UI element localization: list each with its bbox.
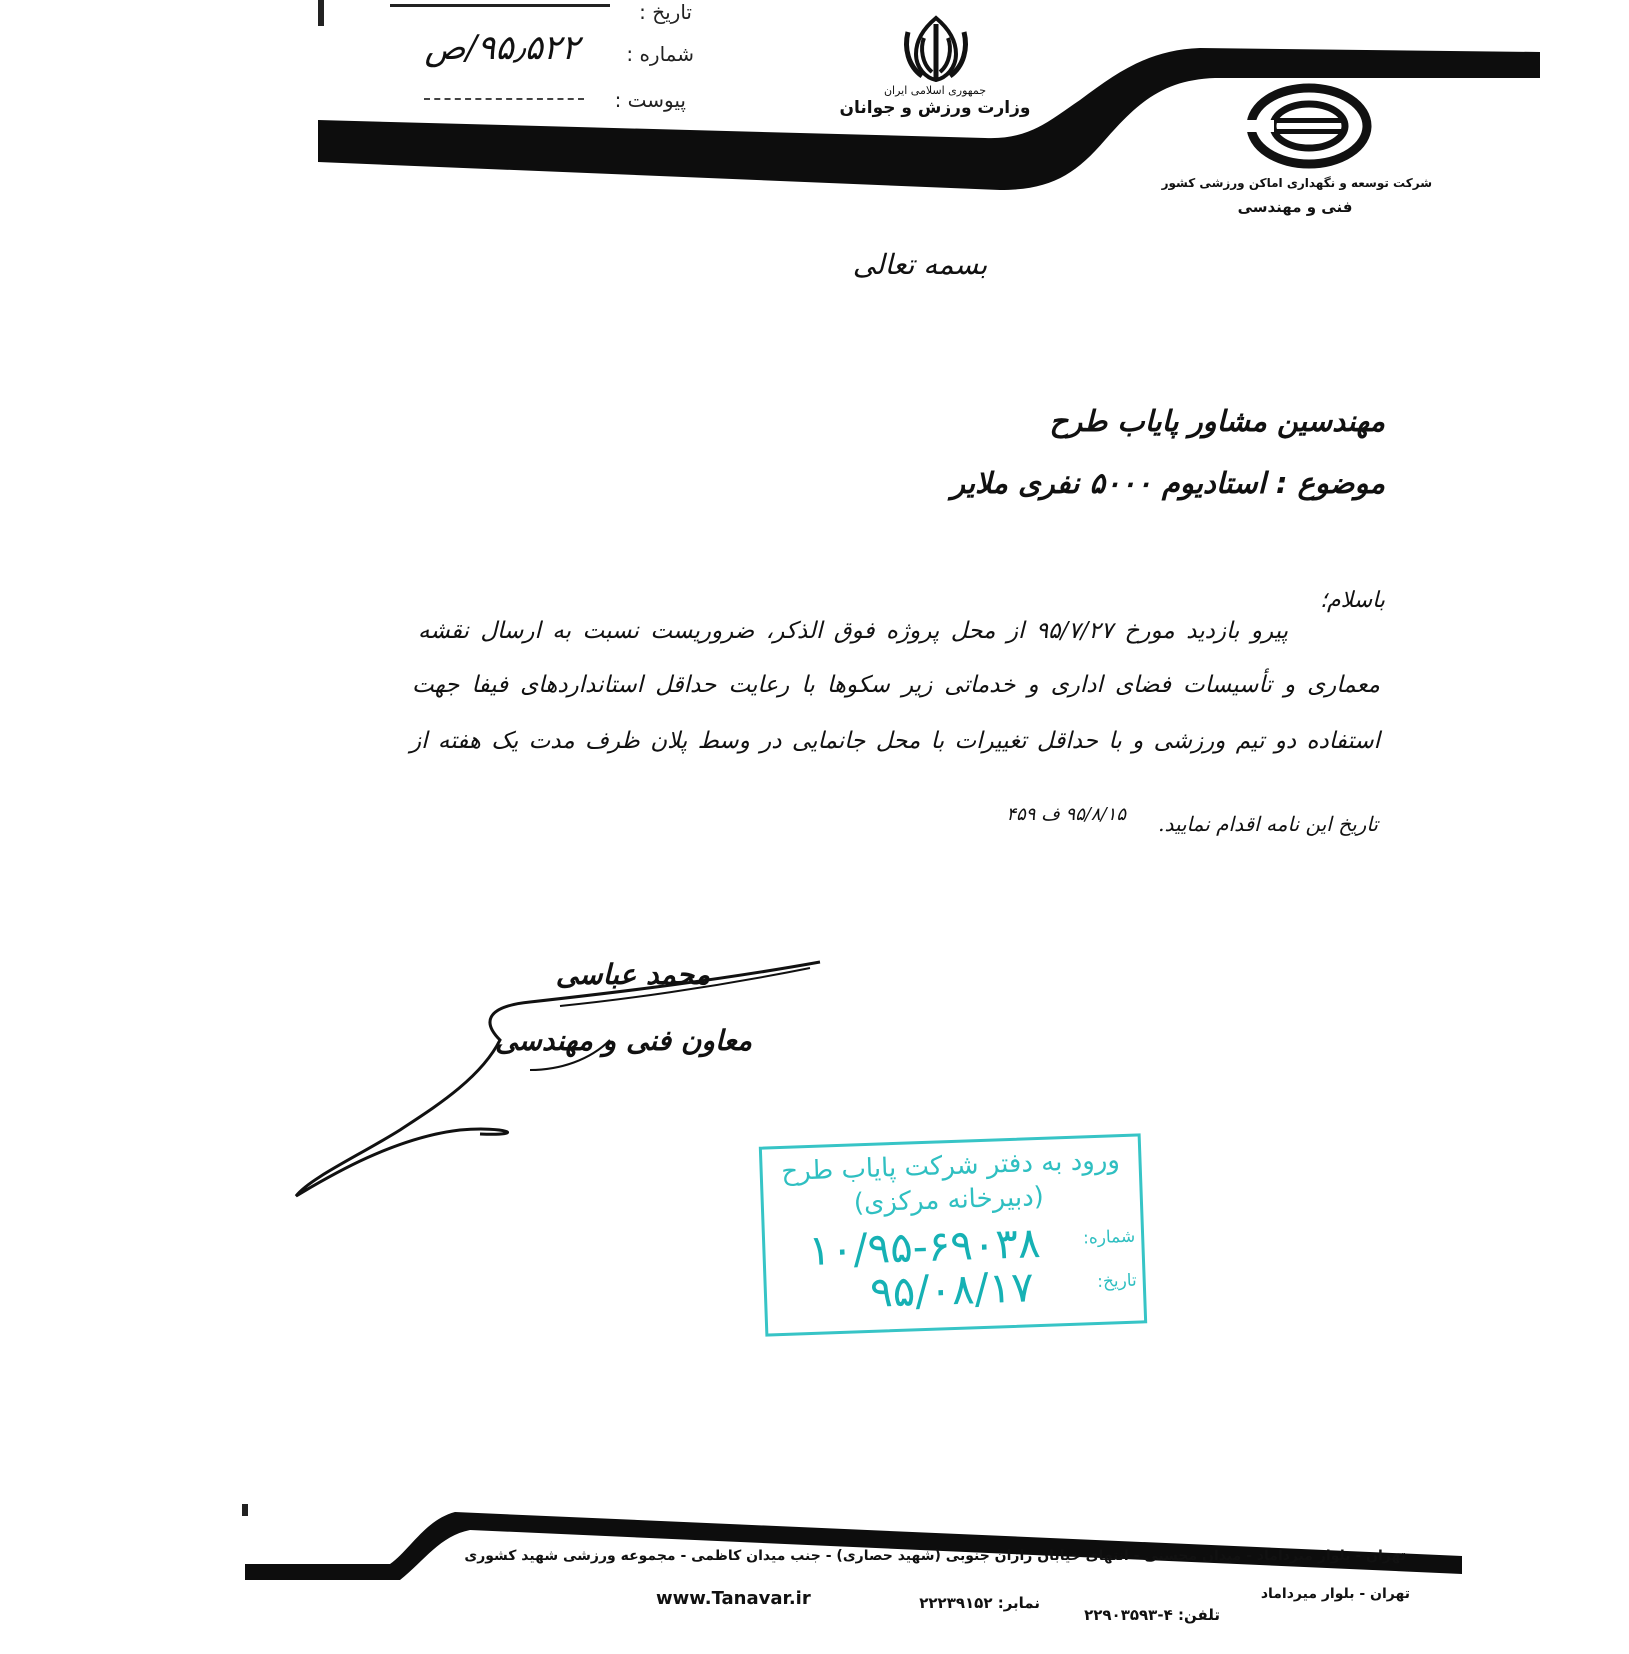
company-department: فنی و مهندسی — [1237, 198, 1353, 216]
handwritten-signature — [290, 950, 830, 1210]
stamp-date-label: تاریخ: — [1096, 1270, 1138, 1292]
subject: موضوع : استادیوم ۵۰۰۰ نفری ملایر — [950, 466, 1385, 500]
signatory-title: معاون فنی و مهندسی — [495, 1024, 752, 1057]
footer-address-prefix: تهران - بلوار میرداماد — [1260, 1586, 1410, 1602]
attachment-value — [424, 98, 584, 100]
greeting: باسلام؛ — [1319, 588, 1385, 613]
date-label: تاریخ : — [639, 0, 692, 24]
ministry-country: جمهوری اسلامی ایران — [883, 84, 987, 97]
footer-address: تهران - بلوار میرداماد - میدان محسنی - انتهای خیابان رازان جنوبی (شهید حصاری) - جنب میدان کاظمی - مجموعه ورزشی شهید کشوری — [464, 1548, 1406, 1564]
attachment-label: پیوست : — [614, 88, 686, 112]
recipient: مهندسین مشاور پایاب طرح — [1049, 404, 1385, 438]
footer-phone: تلفن: ۴-۲۲۹۰۳۵۹۳ — [1084, 1606, 1220, 1624]
stamp-number-value: ۱۰/۹۵-۶۹۰۳۸ — [807, 1217, 1042, 1276]
stamp-date-value: ۹۵/۰۸/۱۷ — [869, 1262, 1035, 1317]
footer-website: www.Tanavar.ir — [656, 1588, 811, 1609]
iran-emblem-icon — [898, 14, 974, 84]
paragraph-line-4: تاریخ این نامه اقدام نمایید. — [1158, 812, 1378, 836]
ministry-name: وزارت ورزش و جوانان — [839, 98, 1031, 118]
paragraph-line-2: معماری و تأسیسات فضای اداری و خدماتی زیر سکوها با رعایت حداقل استانداردهای فیفا جهت — [412, 672, 1380, 698]
paragraph-line-1: پیرو بازدید مورخ ۹۵/۷/۲۷ از محل پروژه فوق الذکر، ضروریست نسبت به ارسال نقشه — [418, 618, 1288, 644]
stamp-subtitle: (دبیرخانه مرکزی) — [853, 1181, 1045, 1219]
number-label: شماره : — [626, 42, 694, 66]
stamp-title: ورود به دفتر شرکت پایاب طرح — [780, 1145, 1121, 1187]
company-name: شرکت توسعه و نگهداری اماکن ورزشی کشور — [1161, 176, 1432, 190]
signatory-name: محمد عباسی — [555, 958, 710, 991]
number-value: ۹۵٫۵۲۲/ص — [424, 28, 580, 68]
stamp-number-label: شماره: — [1082, 1226, 1136, 1249]
paragraph-line-3: استفاده دو تیم ورزشی و با حداقل تغییرات با محل جانمایی در وسط پلان ظرف مدت یک هفته از — [410, 728, 1380, 754]
date-value-scribble — [390, 4, 610, 7]
page-mark — [242, 1504, 248, 1516]
receipt-stamp — [759, 1133, 1147, 1336]
footer-swoosh — [245, 1512, 1462, 1580]
handwritten-note: ۹۵/۸/۱۵ ف ۴۵۹ — [1006, 804, 1126, 825]
company-logo-icon — [1246, 82, 1372, 170]
footer-fax: نمابر: ۲۲۲۳۹۱۵۲ — [919, 1594, 1040, 1612]
bismillah: بسمه تعالی — [852, 248, 988, 281]
